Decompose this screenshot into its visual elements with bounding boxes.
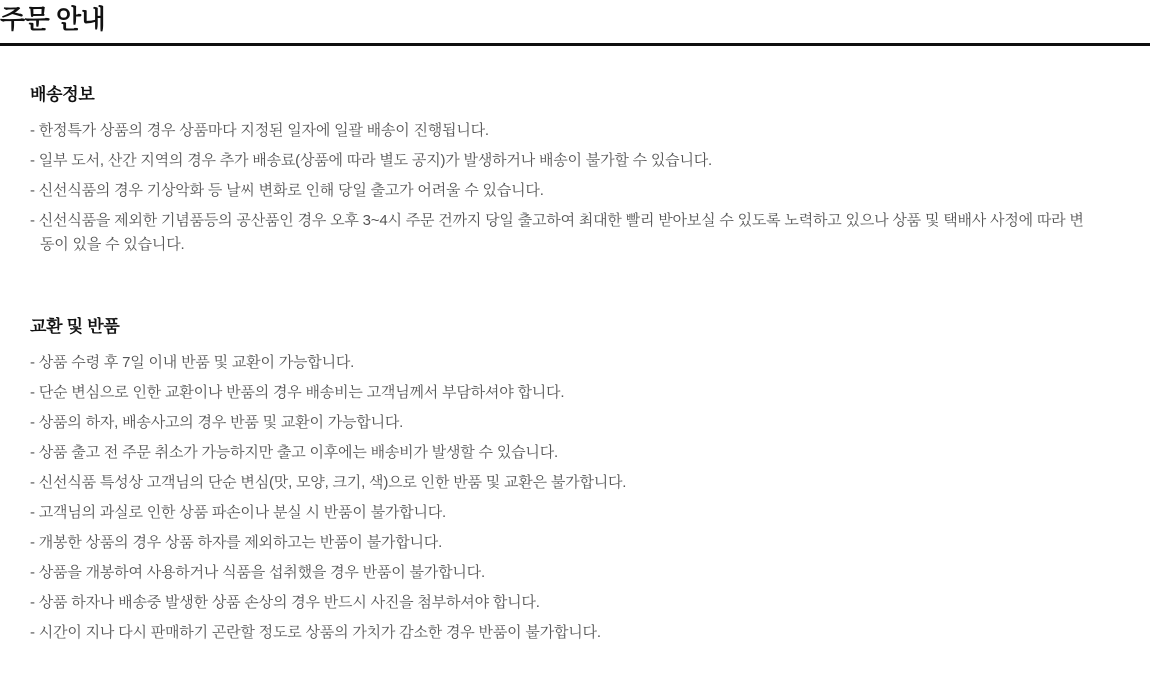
- list-item: - 시간이 지나 다시 판매하기 곤란할 정도로 상품의 가치가 감소한 경우 반품이 불가합니다.: [30, 624, 601, 641]
- list-item: - 상품 수령 후 7일 이내 반품 및 교환이 가능합니다.: [30, 354, 355, 371]
- list-item: - 신선식품의 경우 기상악화 등 날씨 변화로 인해 당일 출고가 어려울 수 있습니다.: [30, 182, 544, 199]
- list-item: - 한정특가 상품의 경우 상품마다 지정된 일자에 일괄 배송이 진행됩니다.: [30, 122, 489, 139]
- shipping-info-heading: 배송정보: [30, 85, 95, 104]
- order-guide-content: [0, 46, 1150, 651]
- shipping-info-list: [30, 119, 1090, 257]
- list-item: - 상품 하자나 배송중 발생한 상품 손상의 경우 반드시 사진을 첨부하셔야 합니다.: [30, 594, 540, 611]
- exchange-return-list: [30, 351, 1090, 645]
- page-title: 주문 안내: [0, 4, 106, 34]
- exchange-return-section: [30, 317, 1090, 651]
- shipping-info-section: [30, 85, 1090, 263]
- list-item: - 신선식품을 제외한 기념품등의 공산품인 경우 오후 3~4시 주문 건까지 당일 출고하여 최대한 빨리 받아보실 수 있도록 노력하고 있으나 상품 및 택배사 사정에 따라 변동이 있을 수 있습니다.: [30, 212, 1084, 253]
- list-item: - 신선식품 특성상 고객님의 단순 변심(맛, 모양, 크기, 색)으로 인한 반품 및 교환은 불가합니다.: [30, 474, 627, 491]
- list-item: - 단순 변심으로 인한 교환이나 반품의 경우 배송비는 고객님께서 부담하셔야 합니다.: [30, 384, 565, 401]
- list-item: - 상품의 하자, 배송사고의 경우 반품 및 교환이 가능합니다.: [30, 414, 404, 431]
- list-item: - 상품을 개봉하여 사용하거나 식품을 섭취했을 경우 반품이 불가합니다.: [30, 564, 485, 581]
- list-item: - 상품 출고 전 주문 취소가 가능하지만 출고 이후에는 배송비가 발생할 수 있습니다.: [30, 444, 558, 461]
- list-item: - 고객님의 과실로 인한 상품 파손이나 분실 시 반품이 불가합니다.: [30, 504, 447, 521]
- exchange-return-heading: 교환 및 반품: [30, 317, 120, 336]
- list-item: - 개봉한 상품의 경우 상품 하자를 제외하고는 반품이 불가합니다.: [30, 534, 443, 551]
- list-item: - 일부 도서, 산간 지역의 경우 추가 배송료(상품에 따라 별도 공지)가 발생하거나 배송이 불가할 수 있습니다.: [30, 152, 713, 169]
